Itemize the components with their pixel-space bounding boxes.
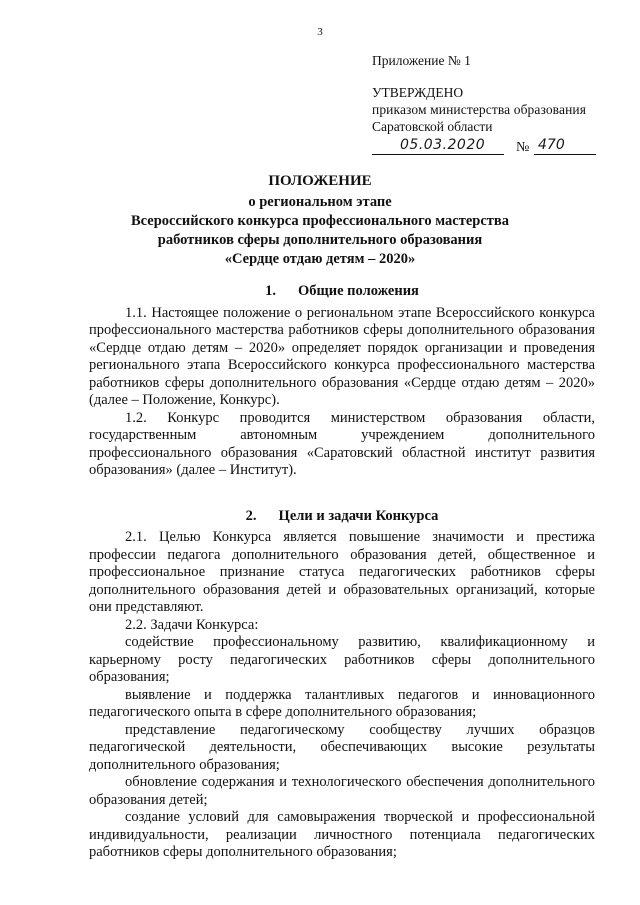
section-2-number: 2.: [245, 507, 257, 524]
section-2-title: Цели и задачи Конкурса: [278, 507, 439, 524]
handwritten-number: 470: [534, 137, 596, 155]
title-line-1: о региональном этапе: [248, 194, 392, 210]
approval-block: [372, 52, 612, 159]
task-item: выявление и поддержка талантливых педагогов и инновационного педагогического опыта в сфере дополнительного образования;: [89, 686, 595, 720]
appendix-label: Приложение № 1: [372, 53, 471, 68]
order-line: приказом министерства образования: [372, 102, 587, 117]
handwritten-date: 05.03.2020: [372, 137, 504, 155]
title-line-3: работников сферы дополнительного образования: [157, 232, 483, 248]
task-item: представление педагогическому сообществу лучших образцов педагогической деятельности, обеспечивающих высокие результаты дополнительного образования;: [89, 721, 595, 773]
section-1-heading: [89, 283, 595, 301]
paragraph-1-1: 1.1. Настоящее положение о региональном этапе Всероссийского конкурса профессионального мастерства работников сферы дополнительного образования «Сердце отдаю детям – 2020» определяет порядок организации и проведения регионального этапа Всероссийского конкурса профессионального мастерства работников сферы дополнительного образования «Сердце отдаю детям – 2020» (далее – Положение, Конкурс).: [89, 304, 595, 408]
number-sign: №: [516, 140, 530, 155]
task-item: содействие профессиональному развитию, квалификационному и карьерному росту педагогических работников сферы дополнительного образования;: [89, 634, 595, 685]
section-2-heading: [89, 508, 595, 526]
page-number: 3: [317, 26, 323, 38]
title-line-2: Всероссийского конкурса профессионального мастерства: [130, 213, 510, 229]
document-body: [89, 283, 595, 862]
title-line-4: «Сердце отдаю детям – 2020»: [224, 251, 416, 267]
date-number-row: [372, 137, 612, 159]
approved-label: УТВЕРЖДЕНО: [372, 85, 464, 100]
region-line: Саратовской области: [372, 119, 493, 134]
paragraph-2-2: 2.2. Задачи Конкурса:: [125, 616, 259, 633]
section-1-title: Общие положения: [297, 283, 419, 299]
paragraph-1-2: 1.2. Конкурс проводится министерством образования области, государственным автономным учреждением дополнительного профессионального образования «Саратовский областной институт развития образования» (далее – Институт).: [89, 409, 595, 478]
title-main: ПОЛОЖЕНИЕ: [268, 173, 372, 189]
task-item: обновление содержания и технологического обеспечения дополнительного образования детей;: [89, 774, 595, 808]
section-1-number: 1.: [265, 283, 276, 299]
paragraph-2-1: 2.1. Целью Конкурса является повышение значимости и престижа профессии педагога дополнительного образования детей, общественное и профессиональное признание статуса педагогических работников сферы дополнительного образования детей и образовательных организаций, которые они представляют.: [89, 529, 595, 615]
document-title: [0, 172, 640, 269]
task-item: создание условий для самовыражения творческой и профессиональной индивидуальности, реализации личностного потенциала педагогических работников сферы дополнительного образования;: [89, 809, 595, 860]
